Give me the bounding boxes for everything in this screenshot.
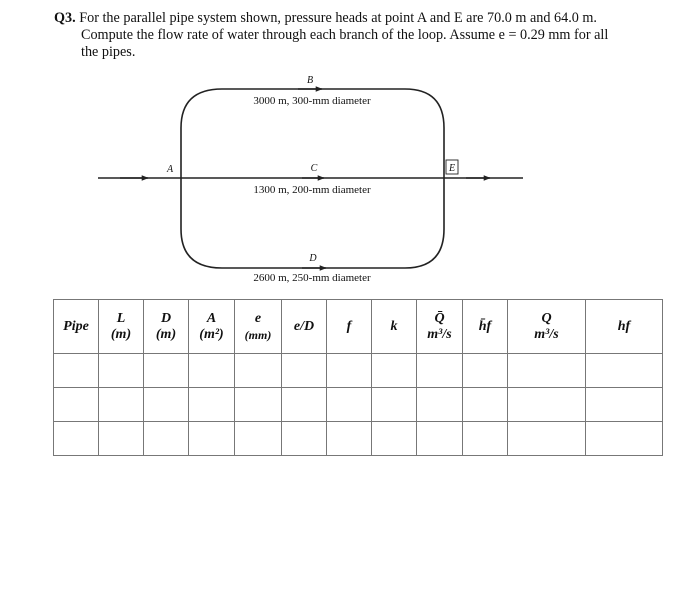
header-symbol: hf [617, 318, 631, 334]
header-k [372, 300, 417, 354]
header-unit: (mm) [244, 327, 272, 342]
node-e-label: E [448, 163, 456, 174]
pipe-network-diagram [0, 60, 700, 290]
table-cell[interactable] [586, 388, 663, 422]
table-cell[interactable] [144, 354, 189, 388]
table-cell[interactable] [99, 388, 144, 422]
table-cell[interactable] [99, 354, 144, 388]
table-cell[interactable] [327, 422, 372, 456]
table-cell[interactable] [282, 422, 327, 456]
table-cell[interactable] [463, 422, 508, 456]
header-symbol: L [116, 310, 126, 326]
header-unit: m³/s [427, 326, 452, 342]
header-symbol: e [254, 310, 262, 326]
header-unit: m³/s [534, 326, 559, 342]
header-friction-factor [327, 300, 372, 354]
header-assumed-flow [417, 300, 463, 354]
header-symbol: Q [541, 310, 552, 326]
table-cell[interactable] [282, 354, 327, 388]
header-head-loss [586, 300, 663, 354]
question-line-2: Compute the flow rate of water through each branch of the loop. Assume e = 0.29 mm for all [81, 27, 609, 43]
table-cell[interactable] [235, 354, 282, 388]
header-diameter [144, 300, 189, 354]
header-symbol: e/D [293, 318, 315, 334]
table-cell[interactable] [235, 388, 282, 422]
table-cell[interactable] [54, 422, 99, 456]
table-cell[interactable] [54, 388, 99, 422]
table-row [54, 422, 663, 456]
table-cell[interactable] [189, 422, 235, 456]
header-symbol: A [206, 310, 217, 326]
table-cell[interactable] [372, 388, 417, 422]
table-cell[interactable] [189, 388, 235, 422]
table-row [54, 354, 663, 388]
table-header-row [54, 300, 663, 354]
table-cell[interactable] [144, 388, 189, 422]
table-cell[interactable] [189, 354, 235, 388]
pipe-d-label: 2600 m, 250-mm diameter [253, 272, 371, 284]
table-cell[interactable] [235, 422, 282, 456]
table-cell[interactable] [372, 422, 417, 456]
header-symbol: f [346, 318, 352, 334]
question-line-3: the pipes. [81, 44, 136, 60]
header-roughness [235, 300, 282, 354]
node-a-label: A [166, 164, 174, 175]
table-cell[interactable] [99, 422, 144, 456]
pipe-c-label: 1300 m, 200-mm diameter [253, 184, 371, 196]
header-symbol: Q̄ [434, 310, 445, 326]
header-assumed-head-loss [463, 300, 508, 354]
header-symbol: Pipe [63, 318, 89, 334]
pipe-d-id: D [309, 253, 317, 264]
table-cell[interactable] [417, 388, 463, 422]
table-cell[interactable] [463, 388, 508, 422]
header-unit: (m) [110, 326, 132, 342]
header-flow [508, 300, 586, 354]
table-cell[interactable] [327, 388, 372, 422]
table-cell[interactable] [463, 354, 508, 388]
header-area [189, 300, 235, 354]
table-cell[interactable] [144, 422, 189, 456]
table-cell[interactable] [327, 354, 372, 388]
pipe-b-label: 3000 m, 300-mm diameter [253, 95, 371, 107]
results-table [53, 299, 663, 456]
header-unit: (m) [155, 326, 177, 342]
table-cell[interactable] [508, 388, 586, 422]
table-cell[interactable] [282, 388, 327, 422]
header-symbol: D [160, 310, 172, 326]
question-line-1 [54, 10, 634, 27]
table-cell[interactable] [417, 422, 463, 456]
pipe-b-id: B [306, 75, 314, 86]
header-symbol: k [390, 318, 398, 334]
table-cell[interactable] [586, 354, 663, 388]
table-cell[interactable] [372, 354, 417, 388]
header-pipe [54, 300, 99, 354]
table-row [54, 388, 663, 422]
pipe-c-id: C [310, 163, 318, 174]
question-number: Q3. [54, 10, 76, 26]
table-cell[interactable] [54, 354, 99, 388]
table-cell[interactable] [417, 354, 463, 388]
table-cell[interactable] [508, 354, 586, 388]
header-length [99, 300, 144, 354]
question-text [54, 10, 634, 61]
header-unit: (m²) [199, 326, 224, 342]
table-cell[interactable] [508, 422, 586, 456]
table-cell[interactable] [586, 422, 663, 456]
header-symbol: h̄f [478, 318, 492, 334]
question-line-1-text: For the parallel pipe system shown, pressure heads at point A and E are 70.0 m and 64.0 m. [79, 10, 597, 26]
header-relative-roughness [282, 300, 327, 354]
